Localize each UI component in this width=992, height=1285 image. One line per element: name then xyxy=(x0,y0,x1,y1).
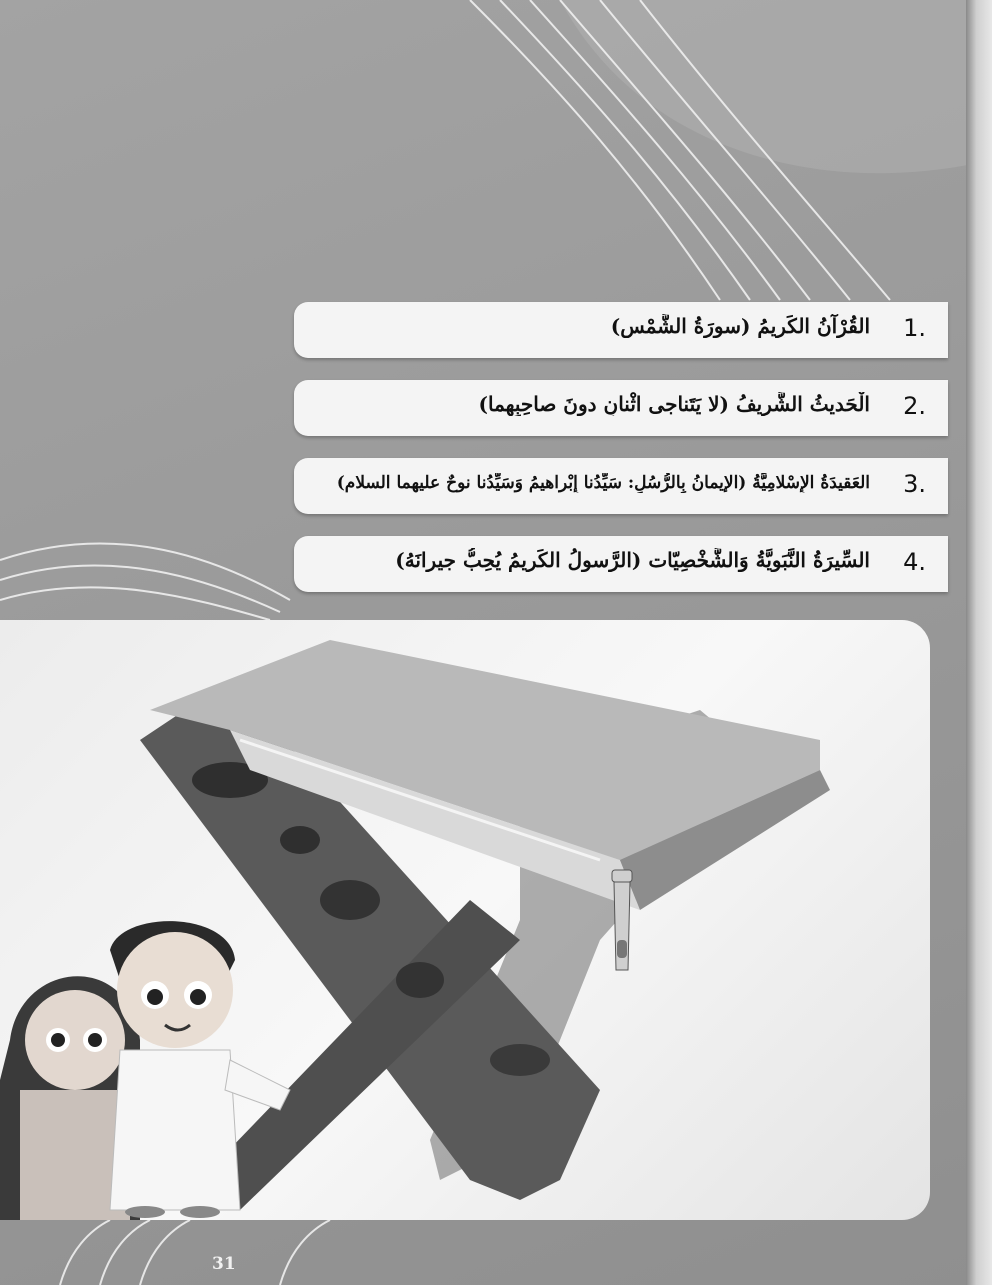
quran-stand-illustration xyxy=(0,620,930,1220)
book-spine-edge xyxy=(966,0,992,1285)
topic-number: 1. xyxy=(903,314,926,342)
page-number: 31 xyxy=(212,1254,236,1274)
topic-number: 3. xyxy=(903,470,926,498)
topic-item-2 xyxy=(294,380,948,436)
topic-number: 2. xyxy=(903,392,926,420)
topic-text: السِّيرَةُ النَّبَوِيَّةُ وَالشَّخْصِيّات (الرَّسولُ الكَريمُ يُحِبُّ جيرانَهُ) xyxy=(395,548,870,572)
topic-text: القُرْآنُ الكَرِيمُ (سورَةُ الشَّمْسِ) xyxy=(610,314,870,338)
topic-text: العَقيدَةُ الإِسْلامِيَّةُ (الإيمانُ بِالرُّسُلِ: سَيِّدُنا إِبْراهيمُ وَسَيِّدُنا نوحٌ عليهما السلام) xyxy=(336,473,870,493)
topic-item-4 xyxy=(294,536,948,592)
topic-number: 4. xyxy=(903,548,926,576)
topic-item-1 xyxy=(294,302,948,358)
quran-stand-photo xyxy=(0,620,930,1220)
topic-item-3 xyxy=(294,458,948,514)
topic-text: الْحَديثُ الشَّريفُ (لا يَتَناجى اثْنانِ دونَ صاحِبِهِما) xyxy=(478,392,870,416)
